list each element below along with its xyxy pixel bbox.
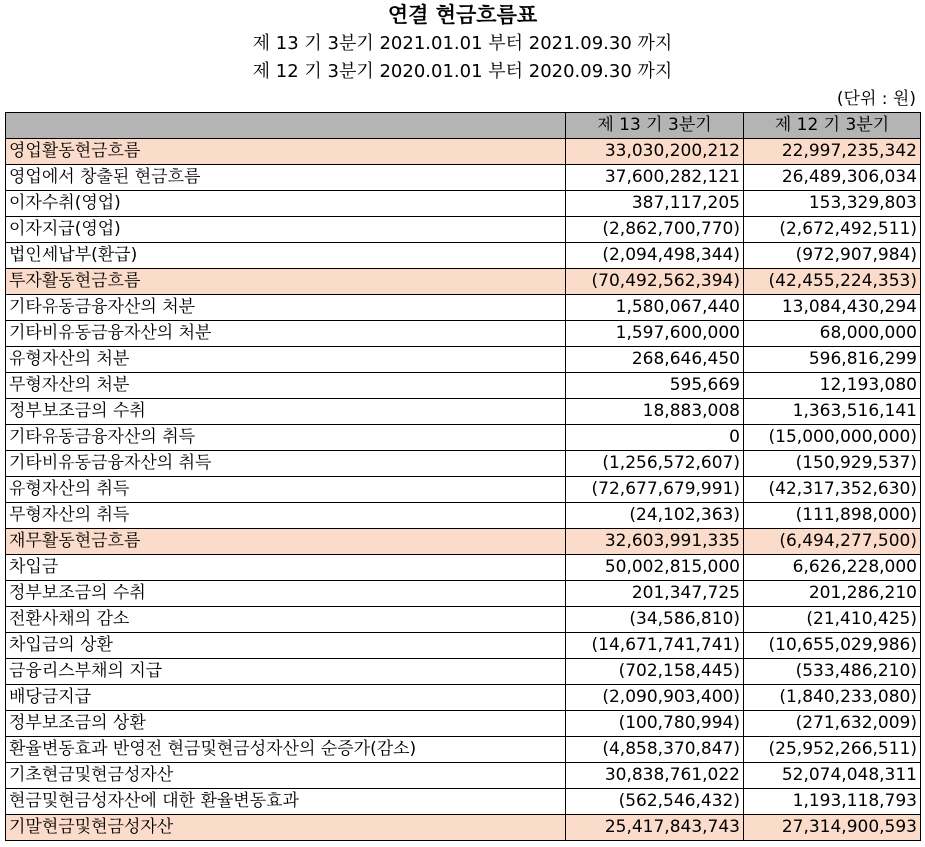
value-prior: 596,816,299 [744,347,921,373]
value-prior: (1,840,233,080) [744,685,921,711]
table-row [6,815,921,841]
value-current: (24,102,363) [566,503,744,529]
value-prior: (150,929,537) [744,451,921,477]
value-prior: 1,363,516,141 [744,399,921,425]
row-label: 무형자산의 처분 [6,373,566,399]
table-row [6,399,921,425]
table-row [6,191,921,217]
value-prior: (2,672,492,511) [744,217,921,243]
value-current: (34,586,810) [566,607,744,633]
value-prior: 52,074,048,311 [744,763,921,789]
value-current: (2,862,700,770) [566,217,744,243]
value-prior: (972,907,984) [744,243,921,269]
row-label: 이자지급(영업) [6,217,566,243]
value-current: 50,002,815,000 [566,555,744,581]
table-row [6,503,921,529]
value-prior: (533,486,210) [744,659,921,685]
table-row [6,269,921,295]
value-current: (2,090,903,400) [566,685,744,711]
row-label: 영업활동현금흐름 [6,139,566,165]
value-current: 387,117,205 [566,191,744,217]
row-label: 무형자산의 취득 [6,503,566,529]
row-label: 투자활동현금흐름 [6,269,566,295]
row-label: 정부보조금의 수취 [6,399,566,425]
table-row [6,789,921,815]
row-label: 기초현금및현금성자산 [6,763,566,789]
value-current: 30,838,761,022 [566,763,744,789]
column-header-current: 제 13 기 3분기 [566,113,744,139]
table-row [6,529,921,555]
value-current: (14,671,741,741) [566,633,744,659]
table-row [6,659,921,685]
value-current: 18,883,008 [566,399,744,425]
period-prior: 제 12 기 3분기 2020.01.01 부터 2020.09.30 까지 [252,61,673,82]
row-label: 배당금지급 [6,685,566,711]
table-row [6,607,921,633]
table-body [6,139,921,841]
row-label: 정부보조금의 수취 [6,581,566,607]
table-row [6,711,921,737]
value-prior: 153,329,803 [744,191,921,217]
unit-label: (단위 : 원) [836,89,916,109]
table-row [6,737,921,763]
value-current: 1,597,600,000 [566,321,744,347]
table-row [6,633,921,659]
table-row [6,217,921,243]
row-label: 차입금의 상환 [6,633,566,659]
row-label: 전환사채의 감소 [6,607,566,633]
row-label: 금융리스부채의 지급 [6,659,566,685]
row-label: 기타유동금융자산의 취득 [6,425,566,451]
value-current: (100,780,994) [566,711,744,737]
value-current: (2,094,498,344) [566,243,744,269]
table-row [6,763,921,789]
value-prior: (42,455,224,353) [744,269,921,295]
value-current: (4,858,370,847) [566,737,744,763]
period-current: 제 13 기 3분기 2021.01.01 부터 2021.09.30 까지 [252,33,673,54]
value-prior: 22,997,235,342 [744,139,921,165]
value-prior: 27,314,900,593 [744,815,921,841]
table-row [6,555,921,581]
table-row [6,321,921,347]
table-row [6,451,921,477]
row-label: 법인세납부(환급) [6,243,566,269]
row-label: 재무활동현금흐름 [6,529,566,555]
row-label: 차입금 [6,555,566,581]
row-label: 정부보조금의 상환 [6,711,566,737]
table-row [6,477,921,503]
table-row [6,295,921,321]
value-prior: 201,286,210 [744,581,921,607]
table-row [6,347,921,373]
value-current: 32,603,991,335 [566,529,744,555]
value-current: (1,256,572,607) [566,451,744,477]
value-prior: 12,193,080 [744,373,921,399]
row-label: 유형자산의 처분 [6,347,566,373]
value-current: (72,677,679,991) [566,477,744,503]
row-label: 이자수취(영업) [6,191,566,217]
row-label: 환율변동효과 반영전 현금및현금성자산의 순증가(감소) [6,737,566,763]
value-current: 25,417,843,743 [566,815,744,841]
value-prior: (21,410,425) [744,607,921,633]
value-prior: 68,000,000 [744,321,921,347]
table-row [6,373,921,399]
table-header-row [6,113,921,139]
value-prior: (15,000,000,000) [744,425,921,451]
value-prior: (10,655,029,986) [744,633,921,659]
value-current: (70,492,562,394) [566,269,744,295]
value-prior: 6,626,228,000 [744,555,921,581]
table-row [6,425,921,451]
table-row [6,243,921,269]
table-row [6,165,921,191]
value-prior: 1,193,118,793 [744,789,921,815]
value-prior: 13,084,430,294 [744,295,921,321]
row-label: 기말현금및현금성자산 [6,815,566,841]
value-prior: (25,952,266,511) [744,737,921,763]
value-current: 1,580,067,440 [566,295,744,321]
value-current: (562,546,432) [566,789,744,815]
row-label: 기타비유동금융자산의 취득 [6,451,566,477]
value-prior: (42,317,352,630) [744,477,921,503]
value-current: 37,600,282,121 [566,165,744,191]
value-current: 0 [566,425,744,451]
value-prior: 26,489,306,034 [744,165,921,191]
row-label: 영업에서 창출된 현금흐름 [6,165,566,191]
value-current: 268,646,450 [566,347,744,373]
value-current: 595,669 [566,373,744,399]
row-label: 유형자산의 취득 [6,477,566,503]
table-row [6,685,921,711]
value-prior: (271,632,009) [744,711,921,737]
value-current: 33,030,200,212 [566,139,744,165]
header-blank-cell [6,113,566,139]
value-current: (702,158,445) [566,659,744,685]
row-label: 현금및현금성자산에 대한 환율변동효과 [6,789,566,815]
row-label: 기타유동금융자산의 처분 [6,295,566,321]
table-row [6,581,921,607]
value-prior: (111,898,000) [744,503,921,529]
value-prior: (6,494,277,500) [744,529,921,555]
row-label: 기타비유동금융자산의 처분 [6,321,566,347]
statement-title: 연결 현금흐름표 [387,3,538,27]
cash-flow-table [5,112,921,841]
table-row [6,139,921,165]
column-header-prior: 제 12 기 3분기 [744,113,921,139]
value-current: 201,347,725 [566,581,744,607]
